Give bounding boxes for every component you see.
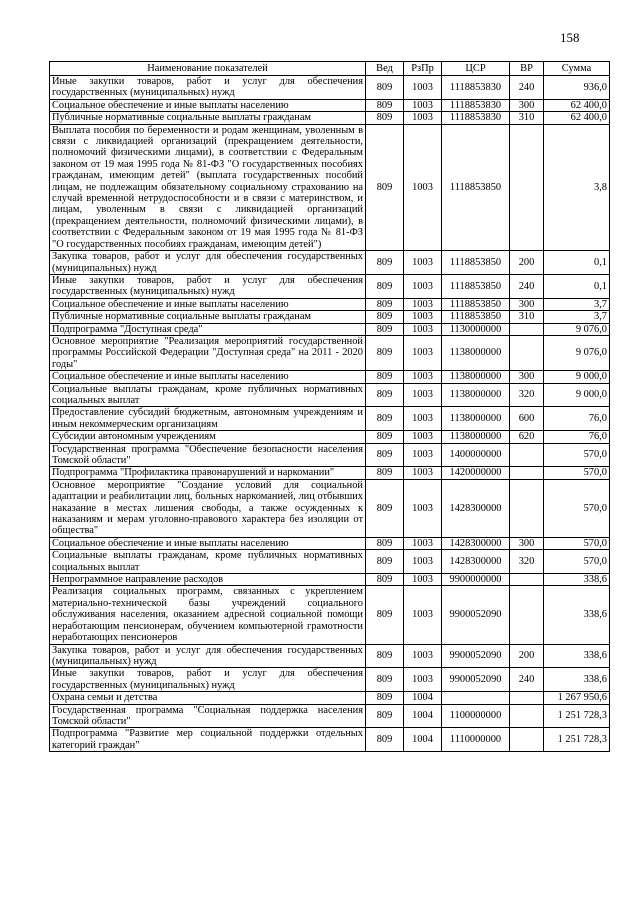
cell-ved: 809 [366,728,404,752]
cell-vr: 320 [510,383,544,407]
cell-ved: 809 [366,537,404,549]
cell-sum: 338,6 [544,586,610,644]
cell-vr: 310 [510,311,544,323]
cell-vr: 240 [510,274,544,298]
cell-rzpr: 1003 [404,124,442,250]
cell-name: Реализация социальных программ, связанных с укреплением материально-технической базы учреждений социального обслуживания населения, оказанием адресной социальной помощи неработающим пенсионерам, обучением компьютерной грамотности неработающих пенсионеров [50,586,366,644]
cell-vr: 200 [510,251,544,275]
table-row [50,124,610,250]
cell-name: Субсидии автономным учреждениям [50,431,366,443]
cell-name: Государственная программа "Социальная поддержка населения Томской области" [50,704,366,728]
cell-ved: 809 [366,76,404,100]
header-csr: ЦСР [442,62,510,76]
cell-ved: 809 [366,371,404,383]
cell-name: Иные закупки товаров, работ и услуг для обеспечения государственных (муниципальных) нужд [50,76,366,100]
cell-ved: 809 [366,251,404,275]
cell-csr: 1420000000 [442,467,510,479]
cell-ved: 809 [366,274,404,298]
cell-rzpr: 1004 [404,692,442,704]
cell-ved: 809 [366,586,404,644]
cell-vr: 300 [510,99,544,111]
cell-csr: 9900052090 [442,668,510,692]
cell-vr [510,574,544,586]
cell-vr [510,443,544,467]
cell-csr [442,692,510,704]
cell-name: Публичные нормативные социальные выплаты гражданам [50,311,366,323]
cell-vr: 300 [510,537,544,549]
cell-vr: 600 [510,407,544,431]
cell-vr: 620 [510,431,544,443]
cell-sum: 1 251 728,3 [544,704,610,728]
table-row [50,574,610,586]
cell-name: Непрограммное направление расходов [50,574,366,586]
cell-vr: 300 [510,371,544,383]
cell-ved: 809 [366,692,404,704]
cell-ved: 809 [366,99,404,111]
cell-name: Предоставление субсидий бюджетным, автономным учреждениям и иным некоммерческим организациям [50,407,366,431]
cell-rzpr: 1003 [404,371,442,383]
cell-rzpr: 1003 [404,550,442,574]
cell-ved: 809 [366,311,404,323]
cell-ved: 809 [366,704,404,728]
header-name: Наименование показателей [50,62,366,76]
cell-name: Социальное обеспечение и иные выплаты населению [50,537,366,549]
cell-csr: 9900052090 [442,644,510,668]
cell-rzpr: 1003 [404,298,442,310]
cell-name: Закупка товаров, работ и услуг для обеспечения государственных (муниципальных) нужд [50,251,366,275]
cell-csr: 1138000000 [442,371,510,383]
table-row [50,112,610,124]
cell-csr: 1118853830 [442,112,510,124]
cell-name: Государственная программа "Обеспечение безопасности населения Томской области" [50,443,366,467]
cell-vr: 200 [510,644,544,668]
cell-csr: 1118853850 [442,251,510,275]
cell-csr: 1428300000 [442,550,510,574]
table-row [50,99,610,111]
cell-ved: 809 [366,574,404,586]
cell-name: Иные закупки товаров, работ и услуг для обеспечения государственных (муниципальных) нужд [50,668,366,692]
table-row [50,274,610,298]
header-vr: ВР [510,62,544,76]
cell-csr: 1138000000 [442,335,510,370]
cell-sum: 62 400,0 [544,112,610,124]
cell-name: Основное мероприятие "Создание условий для социальной адаптации и реабилитации лиц, больных наркоманией, лиц отбывших наказание в местах лишения свободы, а также осужденных к наказаниям и мерам уголовно-правового характера без изоляции от общества" [50,479,366,537]
cell-csr: 1428300000 [442,537,510,549]
cell-rzpr: 1003 [404,586,442,644]
table-row [50,537,610,549]
table-row [50,335,610,370]
cell-csr: 1118853850 [442,274,510,298]
cell-sum: 338,6 [544,668,610,692]
cell-vr [510,467,544,479]
cell-name: Публичные нормативные социальные выплаты гражданам [50,112,366,124]
cell-csr: 1138000000 [442,407,510,431]
header-rzpr: РзПр [404,62,442,76]
budget-table [49,61,610,752]
cell-vr [510,692,544,704]
cell-csr: 1138000000 [442,383,510,407]
cell-csr: 1118853850 [442,298,510,310]
cell-vr: 300 [510,298,544,310]
header-ved: Вед [366,62,404,76]
cell-sum: 338,6 [544,644,610,668]
table-row [50,431,610,443]
cell-ved: 809 [366,298,404,310]
cell-name: Выплата пособия по беременности и родам женщинам, уволенным в связи с ликвидацией организаций (прекращением деятельности, полномочий физическими лицами), в соответствии с Федеральным законом от 19 мая 1995 года № 81-ФЗ "О государственных пособиях гражданам, имеющим детей" (выплата государственных пособий лицам, не подлежащим обязательному социальному страхованию на случай временной нетрудоспособности и в связи с материнством, и лицам, уволенным в связи с ликвидацией организаций (прекращением деятельности, полномочий физическими лицами), в соответствии с Федеральным законом от 19 мая 1995 года № 81-ФЗ "О государственных пособиях гражданам, имеющим детей") [50,124,366,250]
cell-rzpr: 1003 [404,537,442,549]
cell-rzpr: 1003 [404,443,442,467]
cell-vr: 240 [510,668,544,692]
cell-name: Социальное обеспечение и иные выплаты населению [50,99,366,111]
cell-sum: 0,1 [544,251,610,275]
cell-sum: 1 251 728,3 [544,728,610,752]
header-sum: Сумма [544,62,610,76]
cell-csr: 1100000000 [442,704,510,728]
cell-name: Подпрограмма "Развитие мер социальной поддержки отдельных категорий граждан" [50,728,366,752]
cell-name: Иные закупки товаров, работ и услуг для обеспечения государственных (муниципальных) нужд [50,274,366,298]
cell-sum: 62 400,0 [544,99,610,111]
cell-sum: 9 076,0 [544,335,610,370]
cell-rzpr: 1004 [404,728,442,752]
cell-sum: 3,7 [544,298,610,310]
cell-sum: 9 000,0 [544,383,610,407]
cell-rzpr: 1003 [404,383,442,407]
cell-ved: 809 [366,124,404,250]
cell-sum: 338,6 [544,574,610,586]
cell-ved: 809 [366,443,404,467]
cell-vr [510,124,544,250]
cell-rzpr: 1003 [404,467,442,479]
cell-rzpr: 1003 [404,99,442,111]
cell-ved: 809 [366,383,404,407]
cell-name: Закупка товаров, работ и услуг для обеспечения государственных (муниципальных) нужд [50,644,366,668]
table-row [50,644,610,668]
cell-ved: 809 [366,668,404,692]
table-row [50,586,610,644]
cell-ved: 809 [366,644,404,668]
table-row [50,550,610,574]
cell-sum: 570,0 [544,467,610,479]
cell-rzpr: 1003 [404,112,442,124]
cell-name: Социальные выплаты гражданам, кроме публичных нормативных социальных выплат [50,550,366,574]
cell-sum: 3,7 [544,311,610,323]
cell-name: Подпрограмма "Доступная среда" [50,323,366,335]
cell-csr: 1130000000 [442,323,510,335]
cell-ved: 809 [366,550,404,574]
cell-rzpr: 1003 [404,431,442,443]
cell-sum: 76,0 [544,407,610,431]
cell-name: Социальные выплаты гражданам, кроме публичных нормативных социальных выплат [50,383,366,407]
cell-ved: 809 [366,479,404,537]
cell-csr: 1138000000 [442,431,510,443]
cell-sum: 570,0 [544,479,610,537]
cell-csr: 1118853850 [442,311,510,323]
table-row [50,311,610,323]
cell-vr [510,728,544,752]
cell-rzpr: 1003 [404,251,442,275]
cell-ved: 809 [366,112,404,124]
cell-rzpr: 1003 [404,323,442,335]
cell-csr: 1400000000 [442,443,510,467]
cell-sum: 9 000,0 [544,371,610,383]
table-row [50,251,610,275]
cell-vr [510,335,544,370]
cell-vr [510,704,544,728]
table-row [50,371,610,383]
cell-csr: 1110000000 [442,728,510,752]
table-row [50,668,610,692]
cell-rzpr: 1004 [404,704,442,728]
cell-sum: 0,1 [544,274,610,298]
cell-name: Подпрограмма "Профилактика правонарушений и наркомании" [50,467,366,479]
cell-name: Социальное обеспечение и иные выплаты населению [50,298,366,310]
cell-sum: 570,0 [544,550,610,574]
cell-vr: 320 [510,550,544,574]
cell-sum: 936,0 [544,76,610,100]
table-row [50,704,610,728]
table-header-row [50,62,610,76]
table-row [50,76,610,100]
cell-sum: 1 267 950,6 [544,692,610,704]
cell-rzpr: 1003 [404,311,442,323]
cell-vr: 310 [510,112,544,124]
table-row [50,728,610,752]
cell-sum: 9 076,0 [544,323,610,335]
cell-ved: 809 [366,323,404,335]
cell-vr [510,479,544,537]
cell-vr: 240 [510,76,544,100]
cell-name: Социальное обеспечение и иные выплаты населению [50,371,366,383]
cell-sum: 3,8 [544,124,610,250]
cell-csr: 9900052090 [442,586,510,644]
cell-name: Основное мероприятие "Реализация мероприятий государственной программы Российской Федерации "Доступная среда" на 2011 - 2020 годы" [50,335,366,370]
cell-rzpr: 1003 [404,644,442,668]
cell-csr: 1428300000 [442,479,510,537]
table-row [50,383,610,407]
cell-ved: 809 [366,407,404,431]
cell-csr: 1118853830 [442,76,510,100]
cell-sum: 76,0 [544,431,610,443]
table-row [50,298,610,310]
cell-rzpr: 1003 [404,76,442,100]
cell-rzpr: 1003 [404,479,442,537]
cell-name: Охрана семьи и детства [50,692,366,704]
cell-rzpr: 1003 [404,668,442,692]
table-row [50,692,610,704]
table-row [50,443,610,467]
page-number: 158 [560,30,580,45]
table-row [50,479,610,537]
table-row [50,407,610,431]
cell-vr [510,586,544,644]
cell-rzpr: 1003 [404,407,442,431]
cell-ved: 809 [366,431,404,443]
cell-sum: 570,0 [544,443,610,467]
cell-rzpr: 1003 [404,335,442,370]
table-row [50,323,610,335]
cell-rzpr: 1003 [404,274,442,298]
cell-sum: 570,0 [544,537,610,549]
table-row [50,467,610,479]
cell-csr: 1118853830 [442,99,510,111]
cell-vr [510,323,544,335]
cell-rzpr: 1003 [404,574,442,586]
cell-ved: 809 [366,335,404,370]
cell-csr: 1118853850 [442,124,510,250]
cell-csr: 9900000000 [442,574,510,586]
cell-ved: 809 [366,467,404,479]
